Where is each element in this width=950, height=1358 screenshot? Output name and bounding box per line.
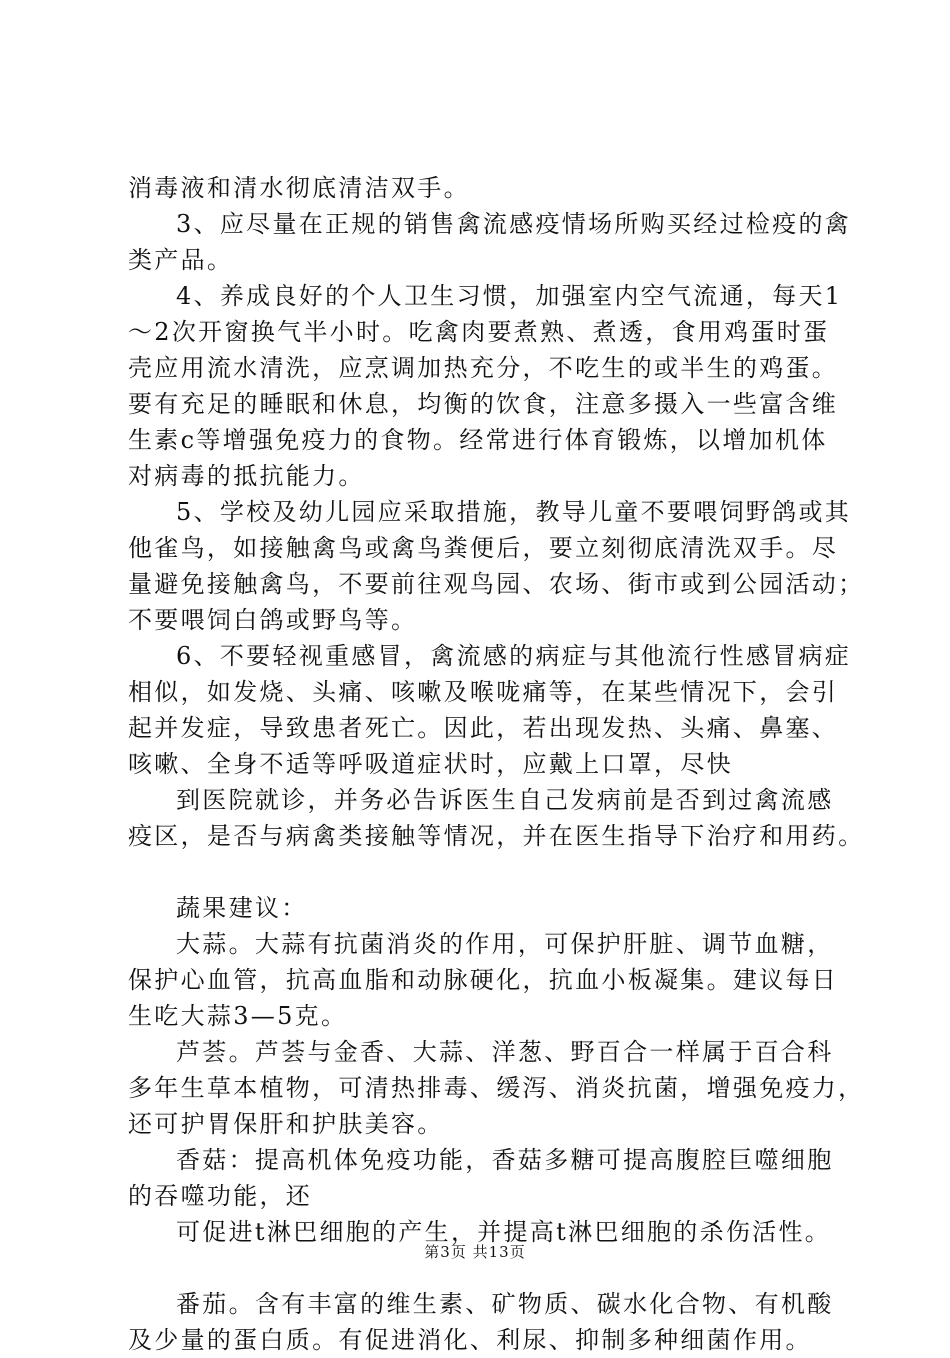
- text-line-aloe: 芦荟。芦荟与金香、大蒜、洋葱、野百合一样属于百合科: [176, 1038, 834, 1066]
- text-line: ～2次开窗换气半小时。吃禽肉要煮熟、煮透，食用鸡蛋时蛋: [128, 318, 830, 346]
- text-line-mushroom: 香菇：提高机体免疫功能，香菇多糖可提高腹腔巨噬细胞: [176, 1146, 834, 1174]
- text-line: 类产品。: [128, 246, 234, 274]
- text-line: 生吃大蒜3—5克。: [128, 1002, 348, 1030]
- text-line: 不要喂饲白鸽或野鸟等。: [128, 606, 418, 634]
- text-line: 还可护胃保肝和护肤美容。: [128, 1110, 444, 1138]
- text-line: 的吞噬功能，还: [128, 1182, 313, 1210]
- text-line-item-3: 3、应尽量在正规的销售禽流感疫情场所购买经过检疫的禽: [176, 210, 852, 238]
- text-line: 疫区，是否与病禽类接触等情况，并在医生指导下治疗和用药。: [128, 822, 865, 850]
- text-line-item-4: 4、养成良好的个人卫生习惯，加强室内空气流通，每天1: [176, 282, 843, 310]
- body-text: [128, 170, 865, 1358]
- paragraph-gap: [128, 854, 858, 890]
- text-line: 多年生草本植物，可清热排毒、缓泻、消炎抗菌，增强免疫力，: [128, 1074, 865, 1102]
- text-line: 生素c等增强免疫力的食物。经常进行体育锻炼，以增加机体: [128, 426, 828, 454]
- text-line: 可促进t淋巴细胞的产生，并提高t淋巴细胞的杀伤活性。: [176, 1218, 832, 1246]
- text-line-item-6: 6、不要轻视重感冒，禽流感的病症与其他流行性感冒病症: [176, 642, 852, 670]
- text-line: 消毒液和清水彻底清洁双手。: [128, 174, 470, 202]
- text-line: 到医院就诊，并务必告诉医生自己发病前是否到过禽流感: [176, 786, 834, 814]
- text-line-item-5: 5、学校及幼儿园应采取措施，教导儿童不要喂饲野鸽或其: [176, 498, 852, 526]
- text-line-garlic: 大蒜。大蒜有抗菌消炎的作用，可保护肝脏、调节血糖，: [176, 930, 834, 958]
- text-line: 保护心血管，抗高血脂和动脉硬化，抗血小板凝集。建议每日: [128, 966, 839, 994]
- text-line: 及少量的蛋白质。有促进消化、利尿、抑制多种细菌作用。: [128, 1326, 812, 1354]
- text-line: 量避免接触禽鸟，不要前往观鸟园、农场、街市或到公园活动；: [128, 570, 865, 598]
- text-line: 要有充足的睡眠和休息，均衡的饮食，注意多摄入一些富含维: [128, 390, 839, 418]
- text-line: 咳嗽、全身不适等呼吸道症状时，应戴上口罩，尽快: [128, 750, 733, 778]
- text-line: 他雀鸟，如接触禽鸟或禽鸟粪便后，要立刻彻底清洗双手。尽: [128, 534, 839, 562]
- section-heading-fruits-vegetables: 蔬果建议：: [176, 894, 308, 922]
- text-line: 对病毒的抵抗能力。: [128, 462, 365, 490]
- text-line-tomato: 番茄。含有丰富的维生素、矿物质、碳水化合物、有机酸: [176, 1290, 834, 1318]
- text-line: 壳应用流水清洗，应烹调加热充分，不吃生的或半生的鸡蛋。: [128, 354, 839, 382]
- page-number-footer: 第3页 共13页: [424, 1243, 526, 1261]
- text-line: 相似，如发烧、头痛、咳嗽及喉咙痛等，在某些情况下，会引: [128, 678, 839, 706]
- text-line: 起并发症，导致患者死亡。因此，若出现发热、头痛、鼻塞、: [128, 714, 839, 742]
